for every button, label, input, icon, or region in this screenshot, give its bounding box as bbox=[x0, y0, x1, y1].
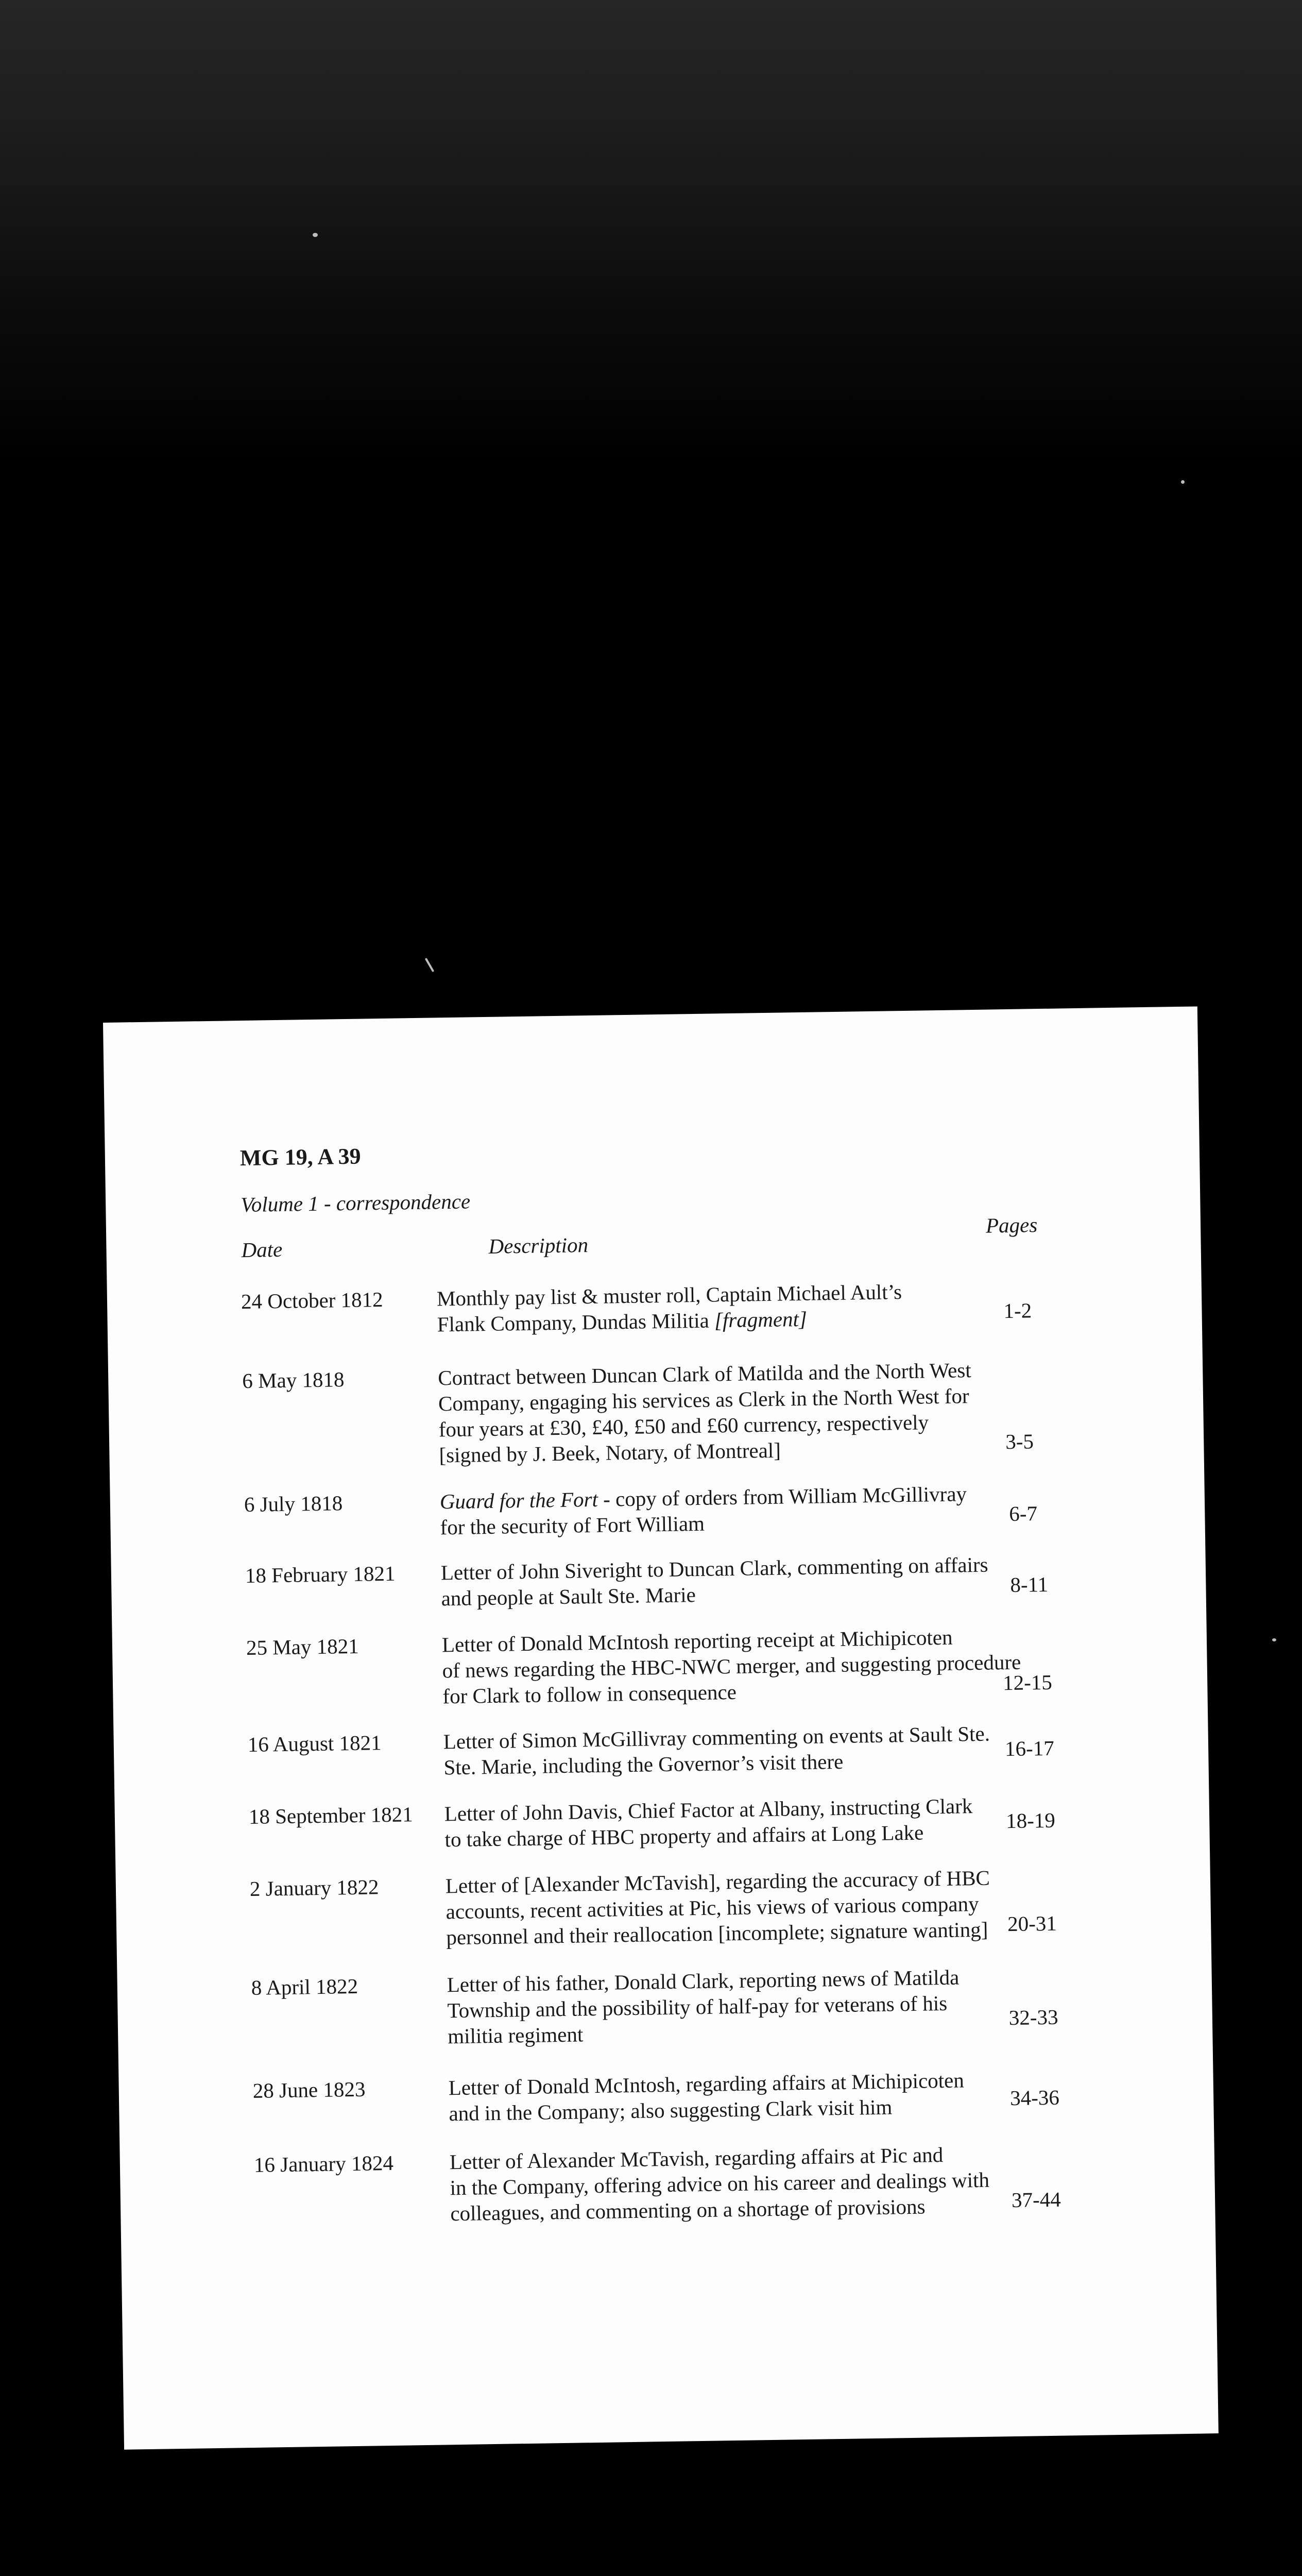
entry-description-line: colleagues, and commenting on a shortage of provisions bbox=[450, 2194, 926, 2226]
entry-description-line: Letter of John Davis, Chief Factor at Albany, instructing Clark bbox=[444, 1794, 973, 1826]
entry-date: 24 October 1812 bbox=[241, 1287, 383, 1314]
entry-description-text: - copy of orders from William McGillivray bbox=[597, 1482, 967, 1511]
header-date: Date bbox=[241, 1237, 283, 1262]
entry-description-line: Contract between Duncan Clark of Matilda and the North West bbox=[437, 1358, 971, 1390]
film-speck bbox=[425, 958, 434, 972]
list-item bbox=[248, 1790, 1124, 1852]
film-speck bbox=[313, 233, 318, 237]
entry-description-line: for Clark to follow in consequence bbox=[442, 1680, 737, 1708]
list-item bbox=[253, 2138, 1129, 2226]
entry-date: 25 May 1821 bbox=[246, 1634, 359, 1660]
list-item bbox=[245, 1549, 1121, 1611]
entry-pages: 20-31 bbox=[1007, 1911, 1057, 1936]
header-pages: Pages bbox=[985, 1213, 1038, 1238]
entry-description-line: to take charge of HBC property and affairs at Long Lake bbox=[444, 1820, 924, 1852]
entry-pages: 1-2 bbox=[1003, 1298, 1032, 1323]
entry-description-line: [signed by J. Beek, Notary, of Montreal] bbox=[439, 1438, 781, 1467]
list-item bbox=[252, 2064, 1128, 2126]
entry-date: 2 January 1822 bbox=[249, 1875, 379, 1901]
entry-pages: 12-15 bbox=[1002, 1670, 1053, 1695]
film-speck bbox=[1272, 1638, 1276, 1641]
entry-description-line: Township and the possibility of half-pay for veterans of his bbox=[447, 1991, 948, 2023]
entry-description-line: for the security of Fort William bbox=[440, 1511, 705, 1539]
list-item bbox=[247, 1718, 1123, 1780]
list-item bbox=[249, 1862, 1125, 1950]
entry-description-text: Flank Company, Dundas Militia bbox=[437, 1308, 710, 1336]
film-speck bbox=[1181, 480, 1185, 484]
entry-description-line: personnel and their reallocation [incomplete; signature wanting] bbox=[446, 1917, 988, 1950]
list-item bbox=[251, 1961, 1126, 2048]
entry-date: 16 January 1824 bbox=[253, 2150, 394, 2177]
entry-description-line: Monthly pay list & muster roll, Captain Michael Ault’s bbox=[436, 1280, 902, 1311]
entry-description-line: and people at Sault Ste. Marie bbox=[441, 1583, 696, 1611]
entry-description-line: Letter of Simon McGillivray commenting on events at Sault Ste. bbox=[443, 1721, 990, 1754]
entry-date: 6 July 1818 bbox=[244, 1491, 343, 1517]
list-item bbox=[244, 1478, 1120, 1539]
entry-description-line: militia regiment bbox=[447, 2022, 584, 2048]
entry-date: 8 April 1822 bbox=[251, 1974, 358, 1999]
entry-description-line: Letter of Donald McIntosh reporting receipt at Michipicoten bbox=[441, 1625, 953, 1657]
document-title: MG 19, A 39 bbox=[239, 1143, 361, 1171]
entry-description-line: four years at £30, £40, £50 and £60 currency, respectively bbox=[438, 1410, 929, 1442]
entry-pages: 34-36 bbox=[1009, 2085, 1060, 2110]
entry-description-line bbox=[437, 1305, 807, 1338]
entry-description-line: Letter of Donald McIntosh, regarding affairs at Michipicoten bbox=[448, 2068, 965, 2100]
entry-pages: 3-5 bbox=[1005, 1429, 1034, 1454]
entry-description-line: of news regarding the HBC-NWC merger, and suggesting procedure bbox=[442, 1650, 1021, 1683]
entry-date: 28 June 1823 bbox=[252, 2077, 366, 2103]
entry-description-title: Guard for the Fort bbox=[439, 1487, 598, 1514]
entry-description-line: Letter of Alexander McTavish, regarding affairs at Pic and bbox=[449, 2143, 944, 2174]
entry-pages: 16-17 bbox=[1004, 1736, 1055, 1761]
document-page bbox=[103, 1006, 1219, 2449]
entry-description-line: and in the Company; also suggesting Clark visit him bbox=[449, 2095, 893, 2126]
entry-date: 18 February 1821 bbox=[245, 1561, 396, 1588]
entry-pages: 6-7 bbox=[1008, 1501, 1038, 1526]
document-subtitle: Volume 1 - correspondence bbox=[240, 1189, 471, 1217]
entry-pages: 37-44 bbox=[1011, 2187, 1061, 2212]
list-item bbox=[241, 1275, 1117, 1336]
header-description: Description bbox=[488, 1233, 589, 1258]
entry-description-line: Company, engaging his services as Clerk in the North West for bbox=[438, 1384, 969, 1416]
entry-description-line: Ste. Marie, including the Governor’s visit there bbox=[443, 1749, 844, 1780]
entry-description-line: in the Company, offering advice on his career and dealings with bbox=[450, 2167, 990, 2200]
microfilm-top-band bbox=[0, 0, 1302, 464]
entry-date: 6 May 1818 bbox=[242, 1367, 345, 1393]
entry-pages: 8-11 bbox=[1010, 1572, 1049, 1597]
entry-description-line: Letter of [Alexander McTavish], regarding the accuracy of HBC bbox=[445, 1866, 990, 1898]
entry-description-line: Letter of John Siveright to Duncan Clark, commenting on affairs bbox=[440, 1552, 988, 1585]
entry-pages: 32-33 bbox=[1008, 2005, 1058, 2030]
entry-date: 18 September 1821 bbox=[248, 1802, 414, 1828]
list-item bbox=[246, 1621, 1122, 1708]
entry-description-note: [fragment] bbox=[709, 1307, 808, 1332]
list-item bbox=[242, 1354, 1118, 1467]
entry-description-line: accounts, recent activities at Pic, his views of various company bbox=[446, 1891, 979, 1924]
entry-description-line: Letter of his father, Donald Clark, reporting news of Matilda bbox=[447, 1965, 960, 1997]
entry-date: 16 August 1821 bbox=[247, 1731, 382, 1756]
entry-pages: 18-19 bbox=[1005, 1808, 1056, 1833]
